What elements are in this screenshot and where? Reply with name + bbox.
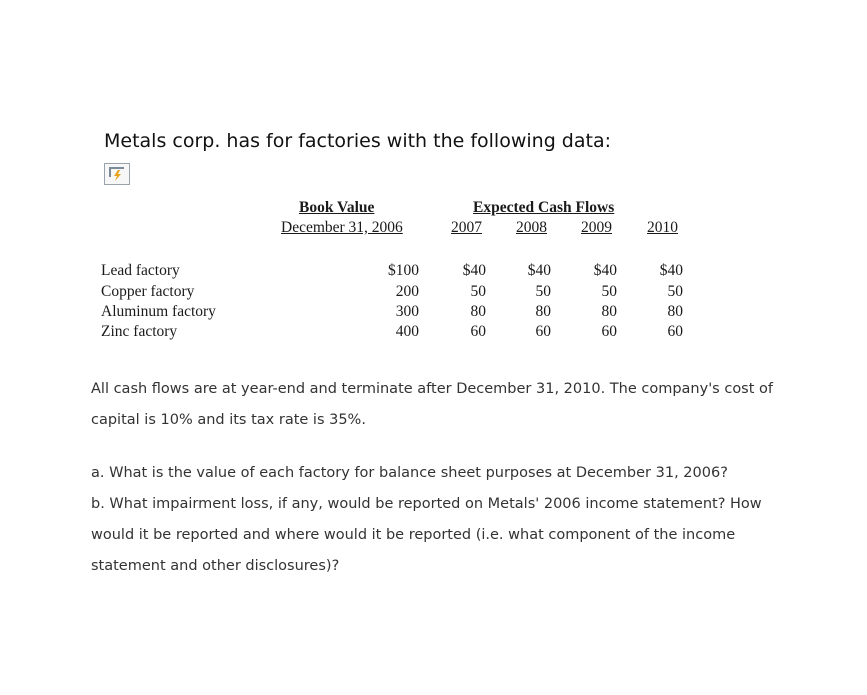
row-label-zinc: Zinc factory xyxy=(101,323,178,340)
cash-flow-cell: 80 xyxy=(535,303,551,320)
year-header-2007: 2007 xyxy=(451,219,482,236)
year-header-2010: 2010 xyxy=(647,219,678,236)
question-b-line-3: statement and other disclosures)? xyxy=(91,558,340,574)
question-a: a. What is the value of each factory for balance sheet purposes at December 31, 2006? xyxy=(91,465,728,481)
book-value-cell: 200 xyxy=(395,283,419,300)
assumptions-line-2: capital is 10% and its tax rate is 35%. xyxy=(91,412,366,428)
cash-flow-cell: 50 xyxy=(601,283,617,300)
cash-flow-cell: 50 xyxy=(667,283,683,300)
expected-cash-flows-header: Expected Cash Flows xyxy=(473,199,615,216)
cash-flow-cell: 60 xyxy=(601,323,617,340)
year-header-2008: 2008 xyxy=(516,219,547,236)
assumptions-line-1: All cash flows are at year-end and terminate after December 31, 2010. The company's cost of xyxy=(91,381,774,397)
cash-flow-cell: $40 xyxy=(462,262,486,279)
book-value-cell: 300 xyxy=(395,303,419,320)
row-label-copper: Copper factory xyxy=(101,283,195,300)
question-b-line-1: b. What impairment loss, if any, would be reported on Metals' 2006 income statement? How xyxy=(91,496,762,512)
cash-flow-cell: $40 xyxy=(593,262,617,279)
book-value-date-header: December 31, 2006 xyxy=(281,219,403,236)
questions-block xyxy=(91,458,811,582)
cash-flow-cell: 50 xyxy=(470,283,486,300)
broken-image-icon xyxy=(104,163,130,185)
year-header-2009: 2009 xyxy=(581,219,612,236)
row-label-lead: Lead factory xyxy=(101,262,180,279)
cash-flow-cell: 60 xyxy=(470,323,486,340)
book-value-cell: $100 xyxy=(388,262,419,279)
assumptions-paragraph xyxy=(91,374,811,436)
book-value-cell: 400 xyxy=(395,323,419,340)
cash-flow-cell: 50 xyxy=(535,283,551,300)
cash-flow-cell: $40 xyxy=(527,262,551,279)
book-value-header: Book Value xyxy=(299,199,375,216)
cash-flow-cell: 80 xyxy=(601,303,617,320)
cash-flow-cell: 80 xyxy=(667,303,683,320)
row-label-aluminum: Aluminum factory xyxy=(101,303,216,320)
cash-flow-cell: $40 xyxy=(659,262,683,279)
question-heading: Metals corp. has for factories with the following data: xyxy=(104,130,611,152)
cash-flow-cell: 80 xyxy=(470,303,486,320)
question-b-line-2: would it be reported and where would it be reported (i.e. what component of the income xyxy=(91,527,736,543)
cash-flow-cell: 60 xyxy=(535,323,551,340)
cash-flow-cell: 60 xyxy=(667,323,683,340)
